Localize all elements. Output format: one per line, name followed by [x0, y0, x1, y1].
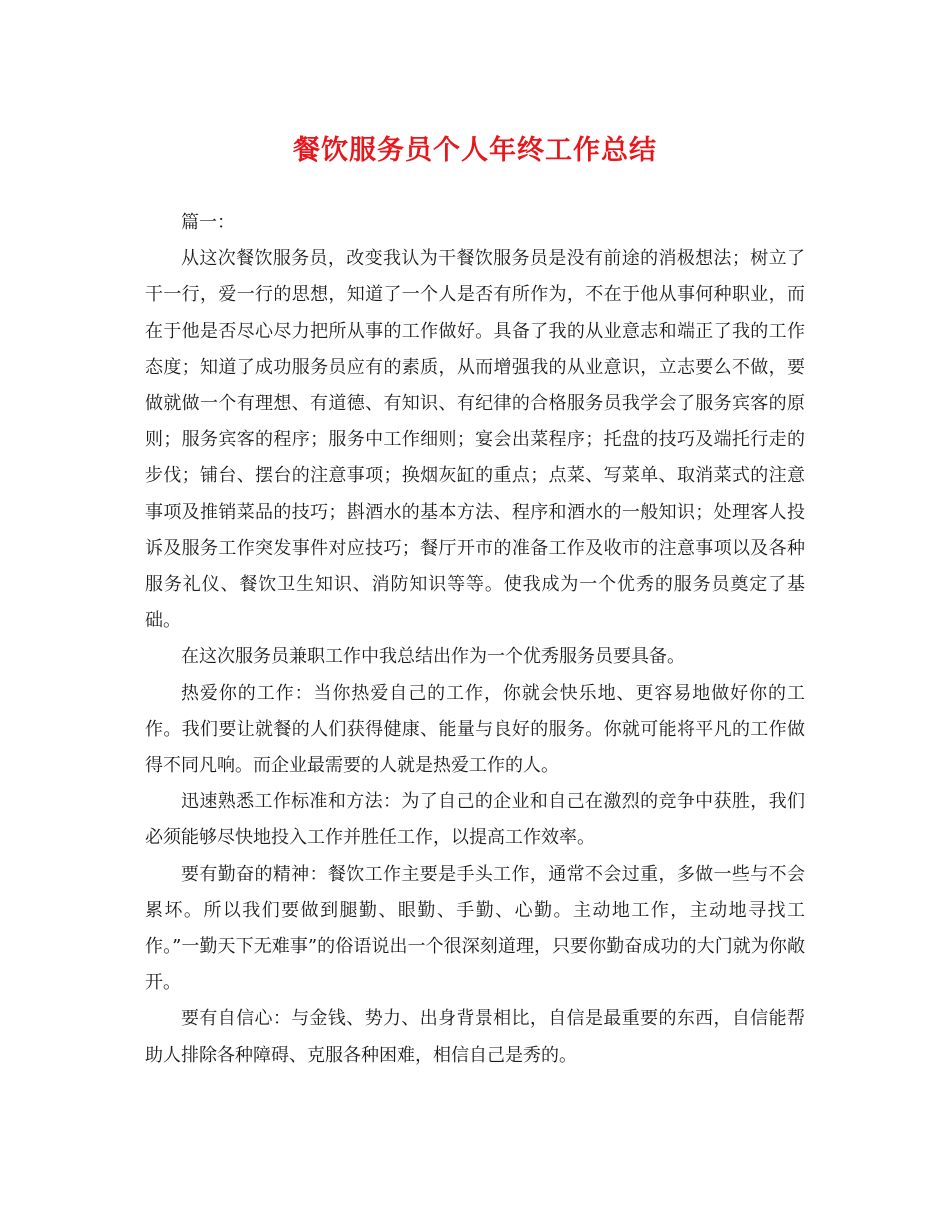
- paragraph: 要有勤奋的精神：餐饮工作主要是手头工作，通常不会过重，多做一些与不会累坏。所以我们要做到腿勤、眼勤、手勤、心勤。主动地工作，主动地寻找工作。”一勤天下无难事”的俗语说出一个很深刻道理，只要你勤奋成功的大门就为你敞开。: [145, 863, 805, 994]
- paragraph: 迅速熟悉工作标准和方法：为了自己的企业和自己在激烈的竞争中获胜，我们必须能够尽快地投入工作并胜任工作，以提高工作效率。: [145, 791, 805, 849]
- document-title: 餐饮服务员个人年终工作总结: [293, 135, 657, 166]
- document-body: [145, 205, 805, 1074]
- paragraph: 从这次餐饮服务员，改变我认为干餐饮服务员是没有前途的消极想法；树立了干一行，爱一行的思想，知道了一个人是否有所作为，不在于他从事何种职业，而在于他是否尽心尽力把所从事的工作做好。具备了我的从业意志和端正了我的工作态度；知道了成功服务员应有的素质，从而增强我的从业意识，立志要么不做，要做就做一个有理想、有道德、有知识、有纪律的合格服务员我学会了服务宾客的原则；服务宾客的程序；服务中工作细则；宴会出菜程序；托盘的技巧及端托行走的步伐；铺台、摆台的注意事项；换烟灰缸的重点；点菜、写菜单、取消菜式的注意事项及推销菜品的技巧；斟酒水的基本方法、程序和酒水的一般知识；处理客人投诉及服务工作突发事件对应技巧；餐厅开市的准备工作及收市的注意事项以及各种服务礼仪、餐饮卫生知识、消防知识等等。使我成为一个优秀的服务员奠定了基础。: [145, 248, 805, 632]
- paragraph: 在这次服务员兼职工作中我总结出作为一个优秀服务员要具备。: [181, 646, 685, 668]
- paragraph: 要有自信心：与金钱、势力、出身背景相比，自信是最重要的东西，自信能帮助人排除各种障碍、克服各种困难，相信自己是秀的。: [145, 1008, 805, 1066]
- section-heading: 篇一：: [181, 212, 235, 233]
- paragraph: 热爱你的工作：当你热爱自己的工作，你就会快乐地、更容易地做好你的工作。我们要让就餐的人们获得健康、能量与良好的服务。你就可能将平凡的工作做得不同凡响。而企业最需要的人就是热爱工作的人。: [145, 682, 805, 777]
